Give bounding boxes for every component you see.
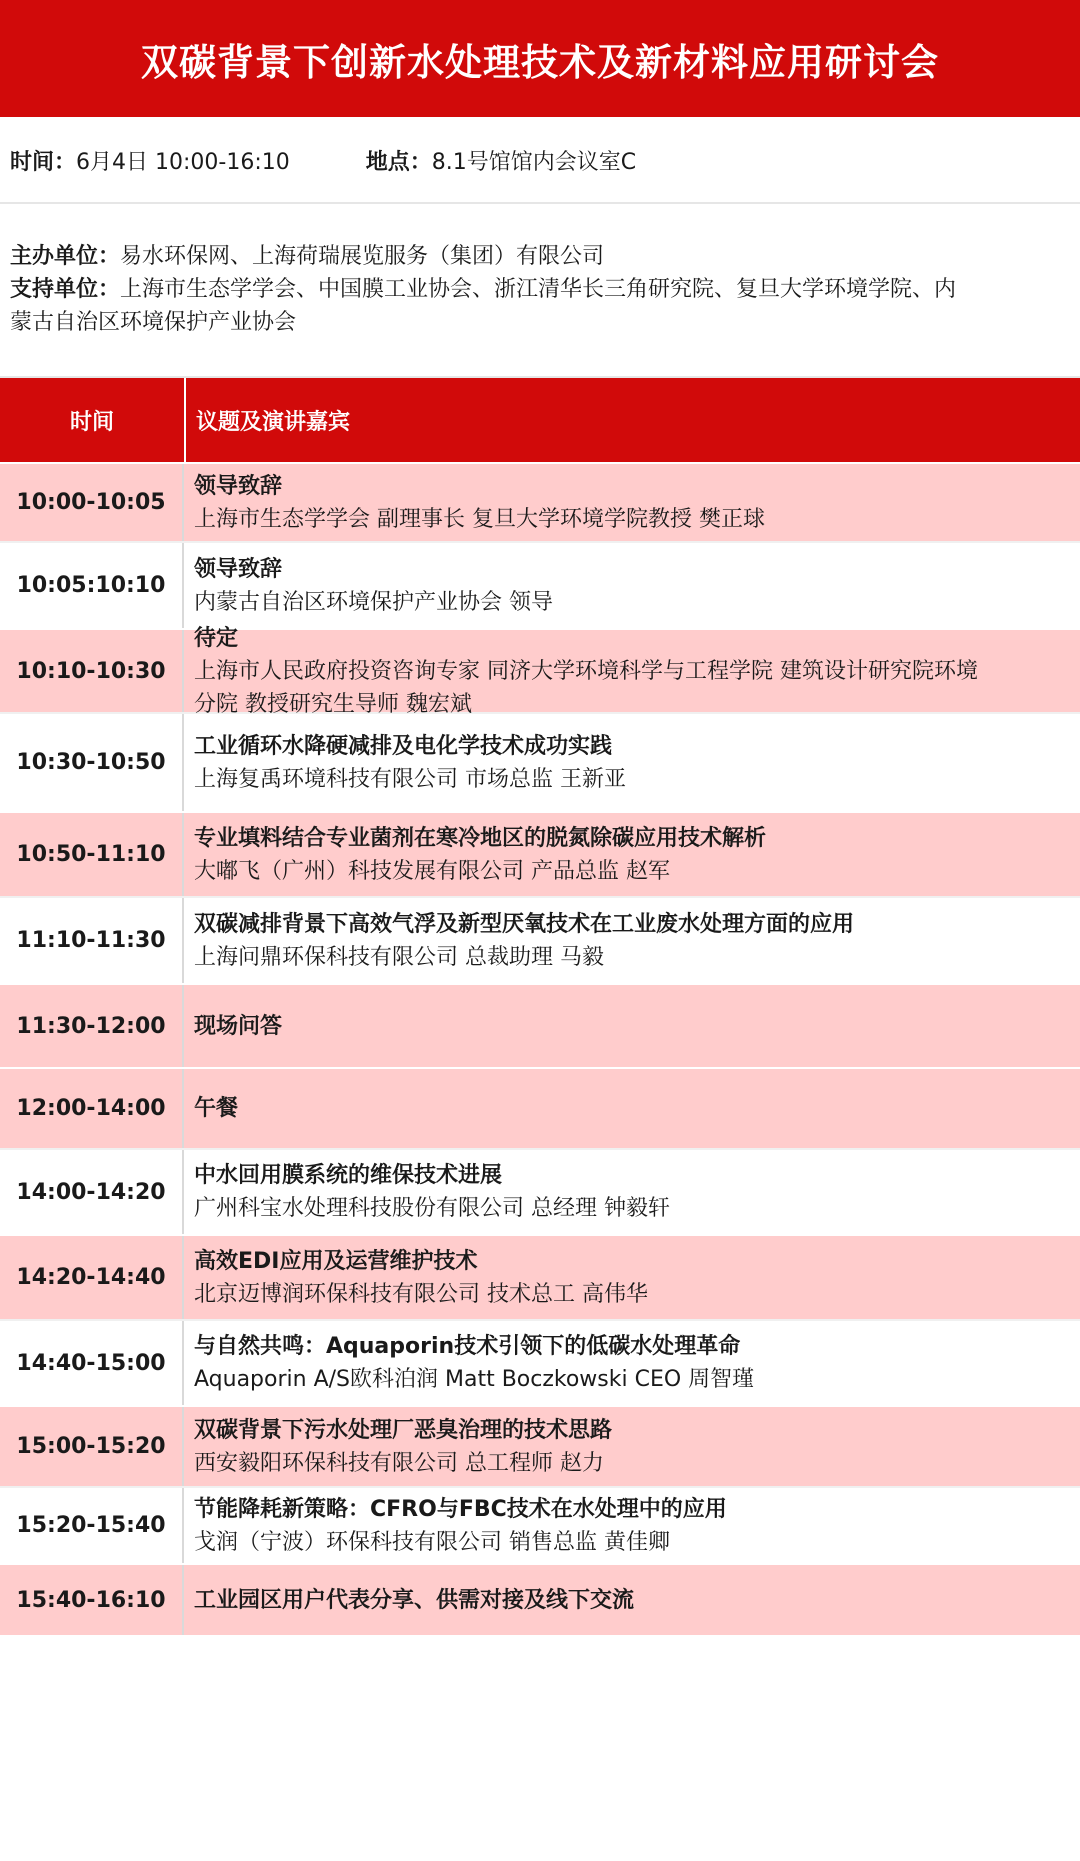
support-value-line1: 上海市生态学学会、中国膜工业协会、浙江清华长三角研究院、复旦大学环境学院、内 — [120, 277, 957, 302]
table-row — [0, 625, 1080, 717]
row-speaker: Aquaporin A/S欧科泊润 Matt Boczkowski CEO 周智瑾 — [194, 1367, 755, 1392]
table-row — [0, 896, 1080, 983]
row-speaker: 上海问鼎环保科技有限公司 总裁助理 马毅 — [194, 944, 604, 970]
row-speaker: 内蒙古自治区环境保护产业协会 领导 — [194, 589, 553, 615]
row-topic: 工业园区用户代表分享、供需对接及线下交流 — [194, 1587, 635, 1613]
row-topic: 高效EDI应用及运营维护技术 — [194, 1248, 478, 1274]
row-time: 10:10-10:30 — [0, 630, 184, 712]
support-line — [10, 273, 1070, 306]
row-speaker: 戈润（宁波）环保科技有限公司 销售总监 黄佳卿 — [194, 1529, 670, 1555]
table-row — [0, 1405, 1080, 1486]
row-content — [184, 625, 1080, 717]
row-time: 14:00-14:20 — [0, 1150, 184, 1234]
row-speaker: 北京迈博润环保科技有限公司 技术总工 高伟华 — [194, 1281, 648, 1307]
table-row — [0, 1148, 1080, 1234]
table-row — [0, 983, 1080, 1067]
row-topic: 午餐 — [194, 1096, 239, 1121]
host-line — [10, 240, 1070, 273]
agenda-table — [0, 378, 1080, 1635]
row-time: 12:00-14:00 — [0, 1069, 184, 1148]
row-topic: 领导致辞 — [194, 556, 283, 582]
row-topic: 与自然共鸣：Aquaporin技术引领下的低碳水处理革命 — [194, 1334, 741, 1359]
row-content — [184, 1321, 1080, 1405]
support-value-line2: 蒙古自治区环境保护产业协会 — [10, 310, 297, 335]
row-topic: 双碳背景下污水处理厂恶臭治理的技术思路 — [194, 1417, 613, 1443]
host-value: 易水环保网、上海荷瑞展览服务（集团）有限公司 — [120, 244, 605, 269]
row-content — [184, 464, 1080, 541]
title-banner — [0, 0, 1080, 117]
row-content — [184, 714, 1080, 811]
row-topic: 专业填料结合专业菌剂在寒冷地区的脱氮除碳应用技术解析 — [194, 825, 767, 851]
header-time: 时间 — [0, 378, 186, 462]
row-topic: 现场问答 — [194, 1013, 283, 1039]
place-label: 地点： — [365, 149, 432, 175]
organizer-row — [0, 204, 1080, 378]
row-topic: 中水回用膜系统的维保技术进展 — [194, 1163, 503, 1188]
row-topic: 工业循环水降硬减排及电化学技术成功实践 — [194, 733, 613, 759]
page-title: 双碳背景下创新水处理技术及新材料应用研讨会 — [141, 40, 939, 84]
table-header — [0, 378, 1080, 462]
header-topic: 议题及演讲嘉宾 — [196, 409, 351, 435]
row-speaker-cont: 分院 教授研究生导师 魏宏斌 — [194, 691, 472, 717]
row-topic: 节能降耗新策略：CFRO与FBC技术在水处理中的应用 — [194, 1496, 727, 1522]
row-content — [184, 1488, 1080, 1563]
row-topic: 领导致辞 — [194, 473, 283, 499]
row-time: 10:50-11:10 — [0, 813, 184, 896]
row-time: 15:20-15:40 — [0, 1488, 184, 1563]
table-row — [0, 462, 1080, 541]
row-time: 14:20-14:40 — [0, 1236, 184, 1319]
row-time: 14:40-15:00 — [0, 1321, 184, 1405]
host-label: 主办单位： — [10, 244, 121, 269]
time-value: 6月4日 10:00-16:10 — [76, 149, 290, 175]
row-time: 11:10-11:30 — [0, 898, 184, 983]
row-content — [184, 543, 1080, 628]
time-label: 时间： — [10, 149, 77, 175]
table-row — [0, 1563, 1080, 1635]
row-content — [184, 985, 1080, 1067]
row-speaker: 上海复禹环境科技有限公司 市场总监 王新亚 — [194, 766, 626, 792]
row-content — [184, 1565, 1080, 1635]
row-time: 15:40-16:10 — [0, 1565, 184, 1635]
row-time: 10:05:10:10 — [0, 543, 184, 628]
row-time: 10:00-10:05 — [0, 464, 184, 541]
row-content — [184, 813, 1080, 896]
table-row — [0, 1486, 1080, 1563]
row-speaker: 大嘟飞（广州）科技发展有限公司 产品总监 赵军 — [194, 858, 670, 884]
row-speaker: 上海市生态学学会 副理事长 复旦大学环境学院教授 樊正球 — [194, 506, 765, 532]
table-row — [0, 811, 1080, 896]
row-content — [184, 1407, 1080, 1486]
row-content — [184, 1069, 1080, 1148]
place-value: 8.1号馆馆内会议室C — [431, 149, 637, 175]
table-row — [0, 712, 1080, 811]
row-speaker: 西安毅阳环保科技有限公司 总工程师 赵力 — [194, 1450, 604, 1476]
row-speaker: 上海市人民政府投资咨询专家 同济大学环境科学与工程学院 建筑设计研究院环境 — [194, 658, 978, 684]
time-info — [10, 145, 290, 176]
row-speaker: 广州科宝水处理科技股份有限公司 总经理 钟毅轩 — [194, 1196, 670, 1221]
row-topic: 双碳减排背景下高效气浮及新型厌氧技术在工业废水处理方面的应用 — [194, 911, 855, 937]
row-content — [184, 1236, 1080, 1319]
support-label: 支持单位： — [10, 277, 121, 302]
table-body — [0, 462, 1080, 1635]
table-row — [0, 1319, 1080, 1405]
place-info — [366, 145, 636, 176]
table-row — [0, 541, 1080, 628]
row-time: 10:30-10:50 — [0, 714, 184, 811]
table-row — [0, 1067, 1080, 1148]
row-content — [184, 898, 1080, 983]
row-time: 15:00-15:20 — [0, 1407, 184, 1486]
table-row — [0, 1234, 1080, 1319]
row-content — [184, 1150, 1080, 1234]
row-time: 11:30-12:00 — [0, 985, 184, 1067]
time-place-row — [0, 118, 1080, 204]
row-topic: 待定 — [194, 625, 239, 651]
